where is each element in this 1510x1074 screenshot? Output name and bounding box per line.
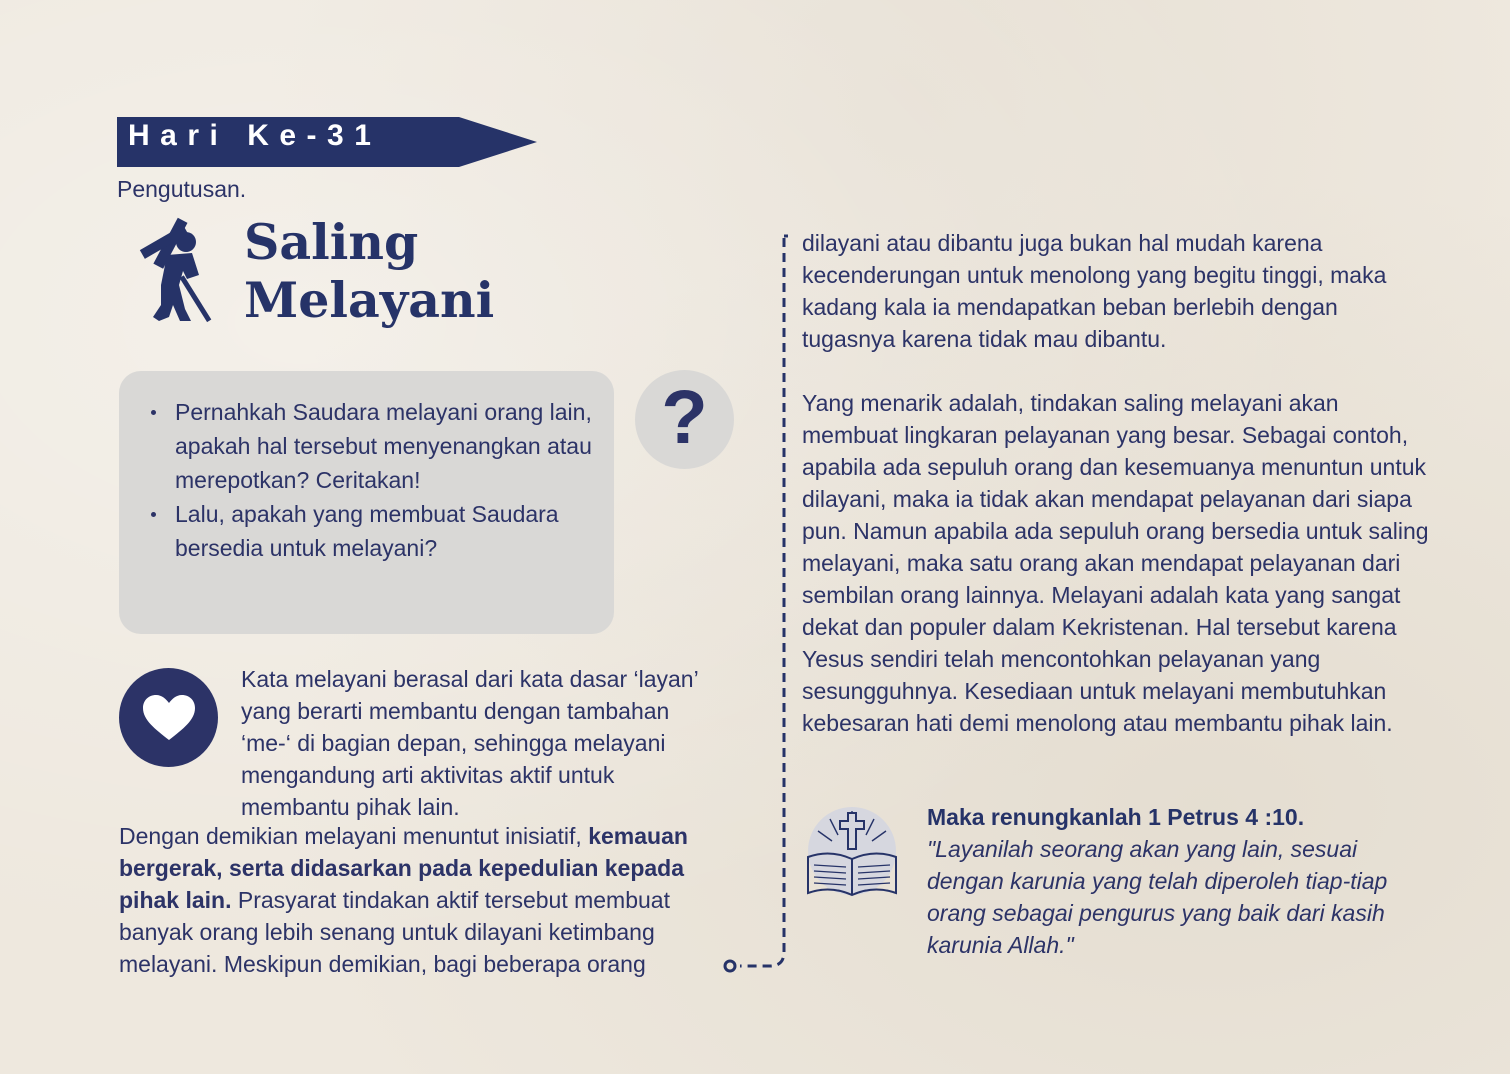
- bible-icon: [802, 805, 902, 905]
- cross-bearer-icon: [137, 213, 223, 325]
- body-left-bold: kemauan bergerak, serta didasarkan pada kepedulian kepada pihak lain.: [119, 823, 688, 913]
- body-left-paragraph: [119, 820, 739, 980]
- heart-icon: [141, 694, 197, 742]
- right-paragraph: dilayani atau dibantu juga bukan hal mudah karena kecenderungan untuk menolong yang begitu tinggi, maka kadang kala ia mendapatkan beban berlebih dengan tugasnya karena tidak mau dibantu.: [802, 230, 1387, 352]
- question-box: [119, 371, 614, 634]
- question-mark-icon: ?: [661, 375, 708, 460]
- question-item: Lalu, apakah yang membuat Saudara bersedia untuk melayani?: [119, 497, 609, 565]
- body-left-part1: Dengan demikian melayani menuntut inisiatif,: [119, 823, 589, 849]
- day-label: Hari Ke-31: [128, 119, 382, 152]
- question-list: [119, 395, 609, 565]
- verse-block: [927, 801, 1427, 961]
- body-left-part2: Prasyarat tindakan aktif tersebut membuat banyak orang lebih senang untuk dilayani ketimbang melayani. Meskipun demikian, bagi beberapa orang: [119, 887, 670, 977]
- right-column: [802, 227, 1432, 739]
- verse-heading: Maka renungkanlah 1 Petrus 4 :10.: [927, 804, 1305, 830]
- day-banner: [117, 117, 537, 167]
- subtitle: Pengutusan.: [117, 176, 247, 202]
- right-paragraph: Yang menarik adalah, tindakan saling melayani akan membuat lingkaran pelayanan yang besar. Sebagai contoh, apabila ada sepuluh orang dan kesemuanya menuntun untuk dilayani, maka ia tidak akan mendapat pelayanan dari siapa pun. Namun apabila ada sepuluh orang bersedia untuk saling melayani, maka satu orang akan mendapat pelayanan dari sembilan orang lainnya. Melayani adalah kata yang sangat dekat dan populer dalam Kekristenan. Hal tersebut karena Yesus sendiri telah mencontohkan pelayanan yang sesungguhnya. Kesediaan untuk melayani membutuhkan kebesaran hati demi menolong atau membantu pihak lain.: [802, 390, 1429, 736]
- question-item: Pernahkah Saudara melayani orang lain, apakah hal tersebut menyenangkan atau merepotkan? Ceritakan!: [119, 395, 609, 497]
- intro-paragraph: Kata melayani berasal dari kata dasar ‘layan’ yang berarti membantu dengan tambahan ‘me-‘ di bagian depan, sehingga melayani mengandung arti aktivitas aktif untuk membantu pihak lain.: [241, 666, 698, 820]
- heart-badge: [119, 668, 218, 767]
- title-line-2: Melayani: [244, 271, 495, 329]
- verse-text: "Layanilah seorang akan yang lain, sesuai dengan karunia yang telah diperoleh tiap-tiap orang sebagai pengurus yang baik dari kasih karunia Allah.": [927, 836, 1388, 958]
- title-line-1: Saling: [244, 213, 419, 271]
- continuation-connector: [718, 232, 788, 977]
- main-title: [244, 213, 494, 329]
